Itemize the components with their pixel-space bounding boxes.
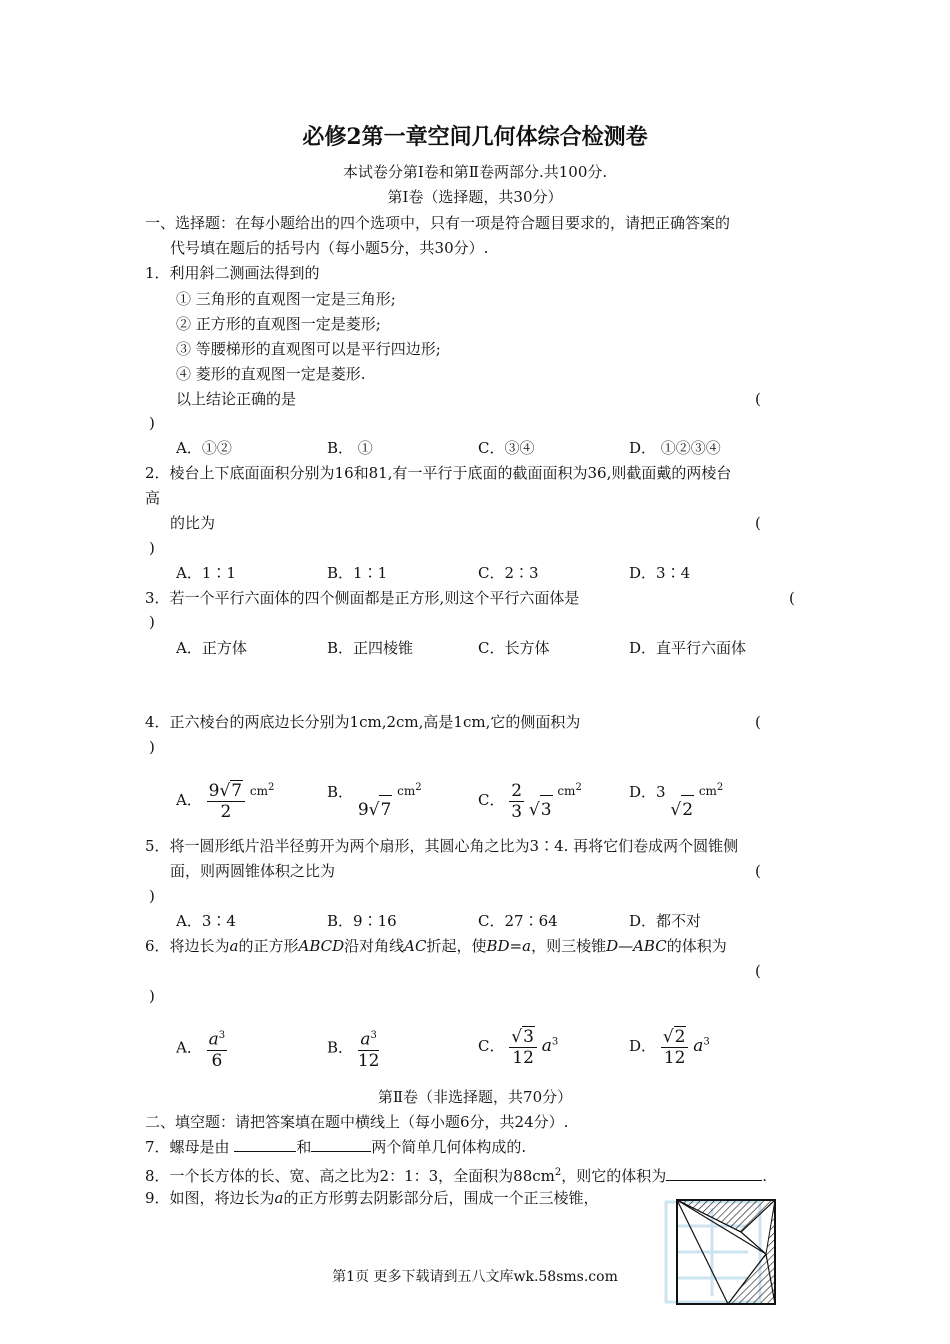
q2-answer-paren-right: ) xyxy=(149,539,155,557)
q2-option-c: C．2∶3 xyxy=(478,564,539,582)
q4-option-d: D．3 √ 2 $^{cm^2}$ xyxy=(629,774,723,824)
q1-stem: 1．利用斜二测画法得到的 xyxy=(145,264,320,282)
q1-option-a: A．①② xyxy=(176,439,232,457)
q6-option-b: B． $\frac{a^3}{12}$ xyxy=(327,1026,379,1071)
q1-option-d: D． ①②③④ xyxy=(629,439,721,457)
q6-option-d: D． √ 2 12 $a^3$ xyxy=(629,1027,710,1068)
q5-stem: 5．将一圆形纸片沿半径剪开为两个扇形，其圆心角之比为3∶4. 再将它们卷成两个圆锥侧 xyxy=(145,837,739,855)
q6-option-a: A． $\frac{a^3}{6}$ xyxy=(176,1026,227,1071)
q8-stem: 8．一个长方体的长、宽、高之比为2：1：3，全面积为$88cm^2$，则它的体积为 . xyxy=(145,1167,768,1185)
q4-answer-paren-right: ) xyxy=(149,738,155,756)
q6-option-c-fraction: √ 3 12 xyxy=(509,1026,537,1068)
q2-option-b: B．1∶1 xyxy=(327,564,388,582)
q4-option-b: B． 9 √ 7 $^{cm^2}$ xyxy=(327,774,422,824)
q1-statement-3: ③ 等腰梯形的直观图可以是平行四边形; xyxy=(176,340,441,358)
q7-blank-2[interactable] xyxy=(311,1137,371,1152)
section1-instructions: 一、选择题：在每小题给出的四个选项中，只有一项是符合题目要求的，请把正确答案的 xyxy=(145,214,731,232)
q4-option-a-fraction: 9 √ 7 2 xyxy=(207,780,246,822)
q4-option-c: C． $\frac{2}{3}$ √ 3 $^{cm^2}$ xyxy=(478,774,582,824)
q1-answer-paren-left: ( xyxy=(755,390,761,408)
section2-instructions: 二、填空题：请把答案填在题中横线上（每小题6分，共24分）. xyxy=(145,1113,569,1131)
part2-header: 第Ⅱ卷（非选择题，共70分） xyxy=(377,1088,573,1106)
q1-option-c: C．③④ xyxy=(478,439,535,457)
section1-instructions-cont: 代号填在题后的括号内（每小题5分，共30分）. xyxy=(170,239,489,257)
q5-answer-paren-left: ( xyxy=(755,862,761,880)
q6-option-b-fraction: $\frac{a^3}{12}$ xyxy=(358,1026,380,1071)
q6-answer-paren-right: ) xyxy=(149,987,155,1005)
q1-statement-1: ① 三角形的直观图一定是三角形; xyxy=(176,290,396,308)
q4-stem: 4．正六棱台的两底边长分别为1cm,2cm,高是1cm,它的侧面积为 xyxy=(145,713,581,731)
q4-option-c-fraction: $\frac{2}{3}$ xyxy=(511,780,523,822)
q7-stem: 7．螺母是由 和 两个简单几何体构成的. xyxy=(145,1138,527,1156)
intro-line: 本试卷分第Ⅰ卷和第Ⅱ卷两部分.共100分. xyxy=(342,163,608,181)
q3-answer-paren-left: ( xyxy=(789,589,795,607)
q2-stem-cont: 高 xyxy=(145,489,161,507)
q9-stem: 9．如图，将边长为a的正方形剪去阴影部分后，围成一个正三棱锥， xyxy=(145,1189,599,1207)
q6-option-c: C． √ 3 12 $a^3$ xyxy=(478,1027,559,1068)
q4-option-a: A． 9 √ 7 2 $^{cm^2}$ xyxy=(176,781,275,822)
q5-answer-paren-right: ) xyxy=(149,887,155,905)
q6-option-d-fraction: √ 2 12 xyxy=(661,1026,689,1068)
q6-stem: 6．将边长为a的正方形ABCD沿对角线AC折起，使BD=a，则三棱锥D—ABC的体积为 xyxy=(145,937,727,955)
page-footer: 第1页 更多下载请到五八文库wk.58sms.com xyxy=(332,1269,618,1285)
q2-option-a: A．1∶1 xyxy=(176,564,236,582)
q3-answer-paren-right: ) xyxy=(149,613,155,631)
q5-option-c: C．27∶64 xyxy=(478,912,558,930)
q5-stem-cont: 面，则两圆锥体积之比为 xyxy=(170,862,336,880)
q1-answer-paren-right: ) xyxy=(149,414,155,432)
q3-option-d: D．直平行六面体 xyxy=(629,639,747,657)
q3-option-a: A．正方体 xyxy=(176,639,247,657)
q3-option-b: B．正四棱锥 xyxy=(327,639,414,657)
q7-blank-1[interactable] xyxy=(234,1137,296,1152)
q3-option-c: C．长方体 xyxy=(478,639,550,657)
q4-answer-paren-left: ( xyxy=(755,713,761,731)
q5-option-b: B．9∶16 xyxy=(327,912,397,930)
q5-option-a: A．3∶4 xyxy=(176,912,236,930)
q2-stem-tail: 的比为 xyxy=(170,514,216,532)
q1-option-b: B． ① xyxy=(327,439,373,457)
q2-answer-paren-left: ( xyxy=(755,514,761,532)
q8-blank[interactable] xyxy=(666,1166,762,1181)
q1-statement-2: ② 正方形的直观图一定是菱形; xyxy=(176,315,381,333)
q9-figure xyxy=(648,1196,776,1312)
part1-header: 第Ⅰ卷（选择题，共30分） xyxy=(387,188,563,206)
q6-answer-paren-left: ( xyxy=(755,962,761,980)
q2-option-d: D．3∶4 xyxy=(629,564,691,582)
q1-statement-4: ④ 菱形的直观图一定是菱形. xyxy=(176,365,366,383)
q2-stem: 2．棱台上下底面面积分别为16和81,有一平行于底面的截面面积为36,则截面戴的两棱台 xyxy=(145,464,732,482)
q3-stem: 3．若一个平行六面体的四个侧面都是正方形,则这个平行六面体是 xyxy=(145,589,580,607)
page-title: 必修2第一章空间几何体综合检测卷 xyxy=(302,124,648,150)
q1-tail: 以上结论正确的是 xyxy=(176,390,297,408)
q6-option-a-fraction: $\frac{a^3}{6}$ xyxy=(207,1026,228,1071)
q5-option-d: D．都不对 xyxy=(629,912,702,930)
